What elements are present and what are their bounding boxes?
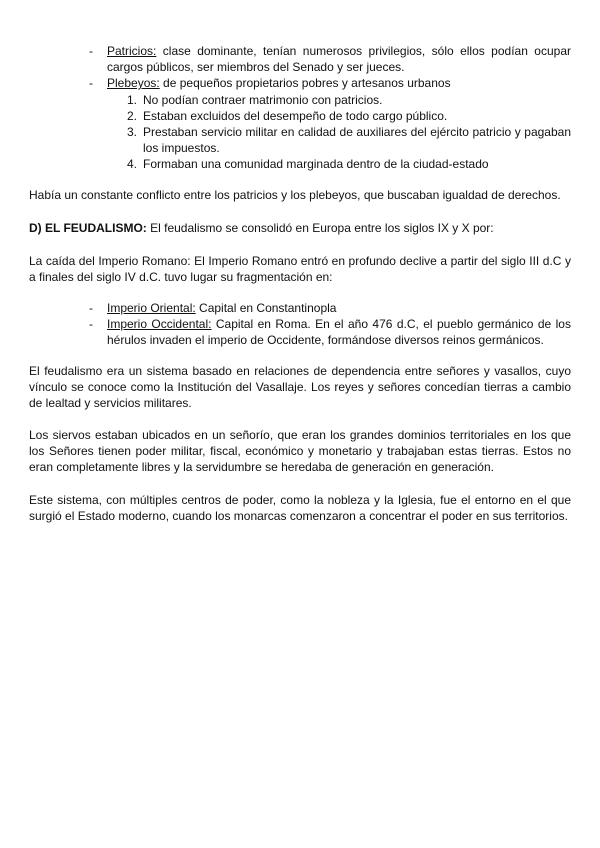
list-item-imperio-oriental	[89, 300, 571, 316]
section-heading: D) EL FEUDALISMO:	[29, 221, 147, 235]
dash-bullet: -	[89, 301, 93, 315]
list-item-plebeyos	[89, 75, 571, 91]
paragraph-feudalismo-2: Los siervos estaban ubicados en un señorío, que eran los grandes dominios territoriales en los que los Señores tienen poder militar, fiscal, económico y monetario y trabajaban estas tierras. Estos no eran completamente libres y la servidumbre se heredaba de generación en generación.	[29, 428, 571, 474]
item-number: 2.	[126, 109, 137, 123]
paragraph-feudalismo-1: El feudalismo era un sistema basado en relaciones de dependencia entre señores y vasallos, cuyo vínculo se conoce como la Institución del Vasallaje. Los reyes y señores concedían tierras a cambio de lealtad y servicios militares.	[29, 364, 571, 410]
dash-bullet: -	[89, 76, 93, 90]
item-text: Prestaban servicio militar en calidad de auxiliares del ejército patricio y pagaban los impuestos.	[143, 125, 571, 155]
numbered-item	[126, 124, 571, 156]
item-number: 3.	[126, 125, 137, 139]
paragraph-caida: La caída del Imperio Romano: El Imperio Romano entró en profundo declive a partir del siglo III d.C y a finales del siglo IV d.C. tuvo lugar su fragmentación en:	[29, 254, 571, 284]
item-text: Estaban excluidos del desempeño de todo cargo público.	[143, 109, 448, 123]
term-imperio-occidental: Imperio Occidental:	[107, 317, 212, 331]
list-item-patricios	[89, 43, 571, 75]
dash-bullet: -	[89, 44, 93, 58]
numbered-item	[126, 156, 571, 172]
dash-bullet: -	[89, 317, 93, 331]
section-heading-paragraph	[29, 220, 571, 236]
paragraph-feudalismo-3: Este sistema, con múltiples centros de poder, como la nobleza y la Iglesia, fue el entorno en el que surgió el Estado moderno, cuando los monarcas comenzaron a concentrar el poder en sus territorios.	[29, 493, 571, 523]
text-patricios: clase dominante, tenían numerosos privilegios, sólo ellos podían ocupar cargos públicos, ser miembros del Senado y ser jueces.	[107, 44, 571, 74]
text-imperio-oriental: Capital en Constantinopla	[195, 301, 337, 315]
term-plebeyos: Plebeyos:	[107, 76, 160, 90]
numbered-item	[126, 92, 571, 108]
item-text: Formaban una comunidad marginada dentro de la ciudad-estado	[143, 157, 489, 171]
item-number: 1.	[126, 93, 137, 107]
text-plebeyos: de pequeños propietarios pobres y artesanos urbanos	[159, 76, 451, 90]
section-intro: El feudalismo se consolidó en Europa entre los siglos IX y X por:	[146, 221, 494, 235]
text-imperio-occidental: Capital en Roma. En el año 476 d.C, el pueblo germánico de los hérulos invaden el imperio de Occidente, formándose diversos reinos germánicos.	[107, 317, 571, 347]
item-text: No podían contraer matrimonio con patricios.	[143, 93, 383, 107]
list-item-imperio-occidental	[89, 316, 571, 348]
term-imperio-oriental: Imperio Oriental:	[107, 301, 196, 315]
item-number: 4.	[126, 157, 137, 171]
paragraph-conflict: Había un constante conflicto entre los patricios y los plebeyos, que buscaban igualdad de derechos.	[29, 188, 561, 202]
term-patricios: Patricios:	[107, 44, 157, 58]
numbered-item	[126, 108, 571, 124]
